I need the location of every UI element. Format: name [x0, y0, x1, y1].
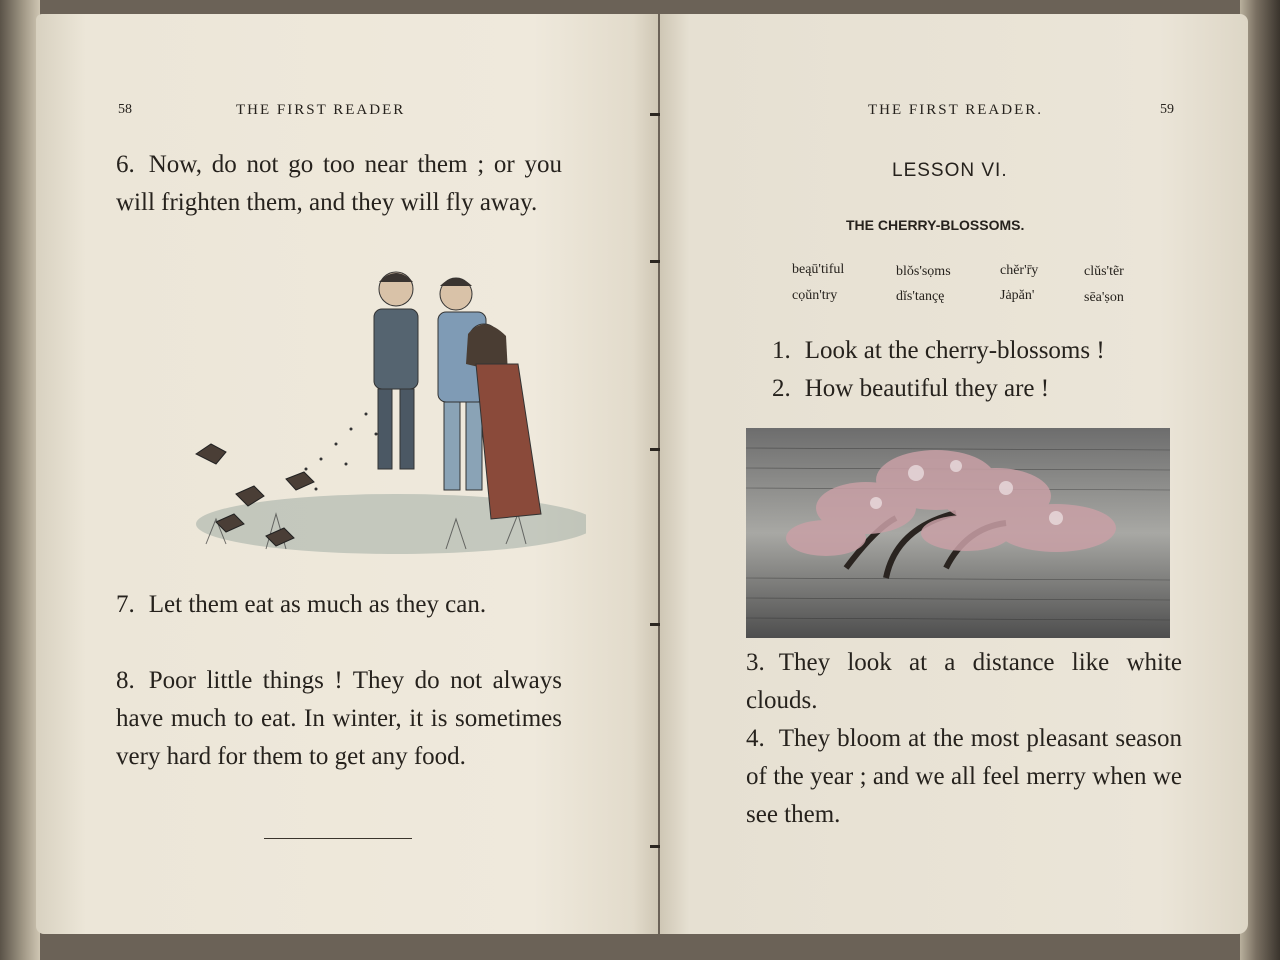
- book-cover-left-edge: [0, 0, 40, 960]
- lesson-subtitle: THE CHERRY-BLOSSOMS.: [846, 217, 1025, 233]
- running-head: THE FIRST READER: [236, 102, 406, 118]
- right-page: [660, 14, 1248, 934]
- page-number: 59: [1160, 102, 1174, 117]
- children-feeding-birds-illustration: [146, 264, 586, 564]
- vocab-word: blŏs'sọms: [896, 264, 951, 279]
- paragraph-4: 4. They bloom at the most pleasant season of the year ; and we all feel merry when we see them.: [746, 725, 1182, 828]
- vocab-word: chĕr'r̄y: [1000, 263, 1039, 278]
- lesson-title: LESSON VI.: [892, 160, 1008, 181]
- left-page: [36, 14, 658, 934]
- vocab-word: cọŭn'try: [792, 288, 838, 303]
- vocab-word: beąū'tiful: [792, 262, 845, 277]
- vocab-word: clŭs'tẽr: [1084, 264, 1124, 279]
- paragraph-8: 8. Poor little things ! They do not always have much to eat. In winter, it is sometimes very hard for them to get any food.: [116, 667, 562, 770]
- paragraph-2: 2. How beautiful they are !: [772, 375, 1050, 402]
- page-number: 58: [118, 102, 132, 117]
- end-rule: [264, 838, 412, 839]
- running-head: THE FIRST READER.: [868, 102, 1043, 118]
- paragraph-6: 6. Now, do not go too near them ; or you will frighten them, and they will fly away.: [116, 151, 562, 216]
- vocab-word: Jȧpăn': [1000, 288, 1035, 303]
- paragraph-7: 7. Let them eat as much as they can.: [116, 591, 487, 618]
- vocab-word: sēa'ṣon: [1084, 290, 1124, 305]
- cherry-blossom-tree-illustration: [746, 418, 1170, 638]
- vocab-word: dĭs'tançę: [896, 289, 945, 304]
- paragraph-3: 3. They look at a distance like white clouds.: [746, 649, 1182, 714]
- paragraph-1: 1. Look at the cherry-blossoms !: [772, 337, 1105, 364]
